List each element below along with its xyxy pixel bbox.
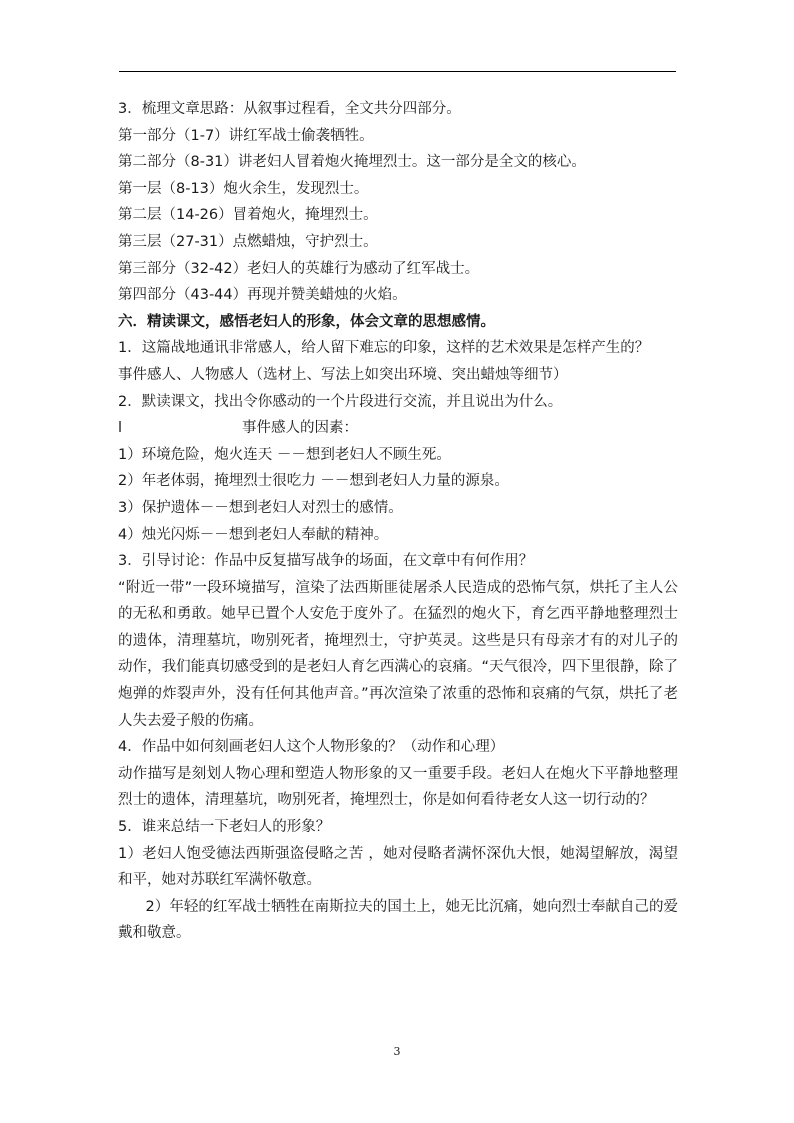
outline-part-1: 第一部分（1-7）讲红军战士偷袭牺牲。 [118, 127, 374, 144]
outline-layer-3: 第三层（27-31）点燃蜡烛，守护烈士。 [118, 233, 378, 250]
summary-point-2: 2）年轻的红军战士牺牲在南斯拉夫的国土上，她无比沉痛，她向烈士奉献自己的爱戴和敬意。 [118, 898, 678, 942]
question-2: 2．默读课文，找出令你感动的一个片段进行交流，并且说出为什么。 [118, 393, 563, 410]
factor-2: 2）年老体弱，掩埋烈士很吃力 －－想到老妇人力量的源泉。 [118, 473, 509, 490]
answer-1: 事件感人、人物感人（选材上、写法上如突出环境、突出蜡烛等细节） [118, 366, 568, 383]
document-body [118, 96, 678, 947]
factors-heading [118, 415, 678, 442]
outline-heading: 3．梳理文章思路：从叙事过程看，全文共分四部分。 [118, 101, 461, 117]
factor-3: 3）保护遗体－－想到老妇人对烈士的感情。 [118, 499, 403, 516]
summary-point-1: 1）老妇人饱受德法西斯强盗侵略之苦 ，她对侵略者满怀深仇大恨，她渴望解放，渴望和平，她对苏联红军满怀敬意。 [118, 845, 678, 889]
question-1: 1．这篇战地通讯非常感人，给人留下难忘的印象，这样的艺术效果是怎样产生的？ [118, 340, 650, 357]
section-six-heading: 六．精读课文，感悟老妇人的形象，体会文章的思想感情。 [118, 313, 495, 330]
factors-title: 事件感人的因素： [242, 420, 358, 437]
question-3: 3．引导讨论：作品中反复描写战争的场面，在文章中有何作用？ [118, 553, 534, 570]
outline-layer-1: 第一层（8-13）炮火余生，发现烈士。 [118, 180, 369, 197]
answer-4-paragraph: 动作描写是刻划人物心理和塑造人物形象的又一重要手段。老妇人在炮火下平静地整理烈士的遗体，清理墓坑，吻别死者，掩埋烈士，你是如何看待老女人这一切行动的？ [118, 765, 678, 809]
answer-3-paragraph: “附近一带”一段环境描写，渲染了法西斯匪徒屠杀人民造成的恐怖气氛，烘托了主人公的无私和勇敢。她早已置个人安危于度外了。在猛烈的炮火下，育乞西平静地整理烈士的遗体，清理墓坑，吻别死者，掩埋烈士，守护英灵。这些是只有母亲才有的对儿子的动作，我们能真切感受到的是老妇人育乞西满心的哀痛。“天气很冷，四下里很静，除了炮弹的炸裂声外，没有任何其他声音。”再次渲染了浓重的恐怖和哀痛的气氛，烘托了老人失去爱子般的伤痛。 [118, 579, 678, 729]
bullet-marker: l [118, 420, 123, 437]
outline-layer-2: 第二层（14-26）冒着炮火，掩埋烈士。 [118, 207, 378, 224]
factor-4: 4）烛光闪烁－－想到老妇人奉献的精神。 [118, 526, 389, 543]
header-rule [119, 71, 676, 72]
factor-1: 1）环境危险，炮火连天 －－想到老妇人不顾生死。 [118, 446, 451, 463]
question-5: 5．谁来总结一下老妇人的形象？ [118, 819, 331, 836]
outline-part-4: 第四部分（43-44）再现并赞美蜡烛的火焰。 [118, 287, 407, 304]
outline-part-3: 第三部分（32-42）老妇人的英雄行为感动了红军战士。 [118, 260, 480, 277]
outline-part-2: 第二部分（8-31）讲老妇人冒着炮火掩埋烈士。这一部分是全文的核心。 [118, 154, 586, 171]
question-4: 4．作品中如何刻画老妇人这个人物形象的？（动作和心理） [118, 739, 505, 756]
page-number: 3 [393, 1045, 401, 1058]
